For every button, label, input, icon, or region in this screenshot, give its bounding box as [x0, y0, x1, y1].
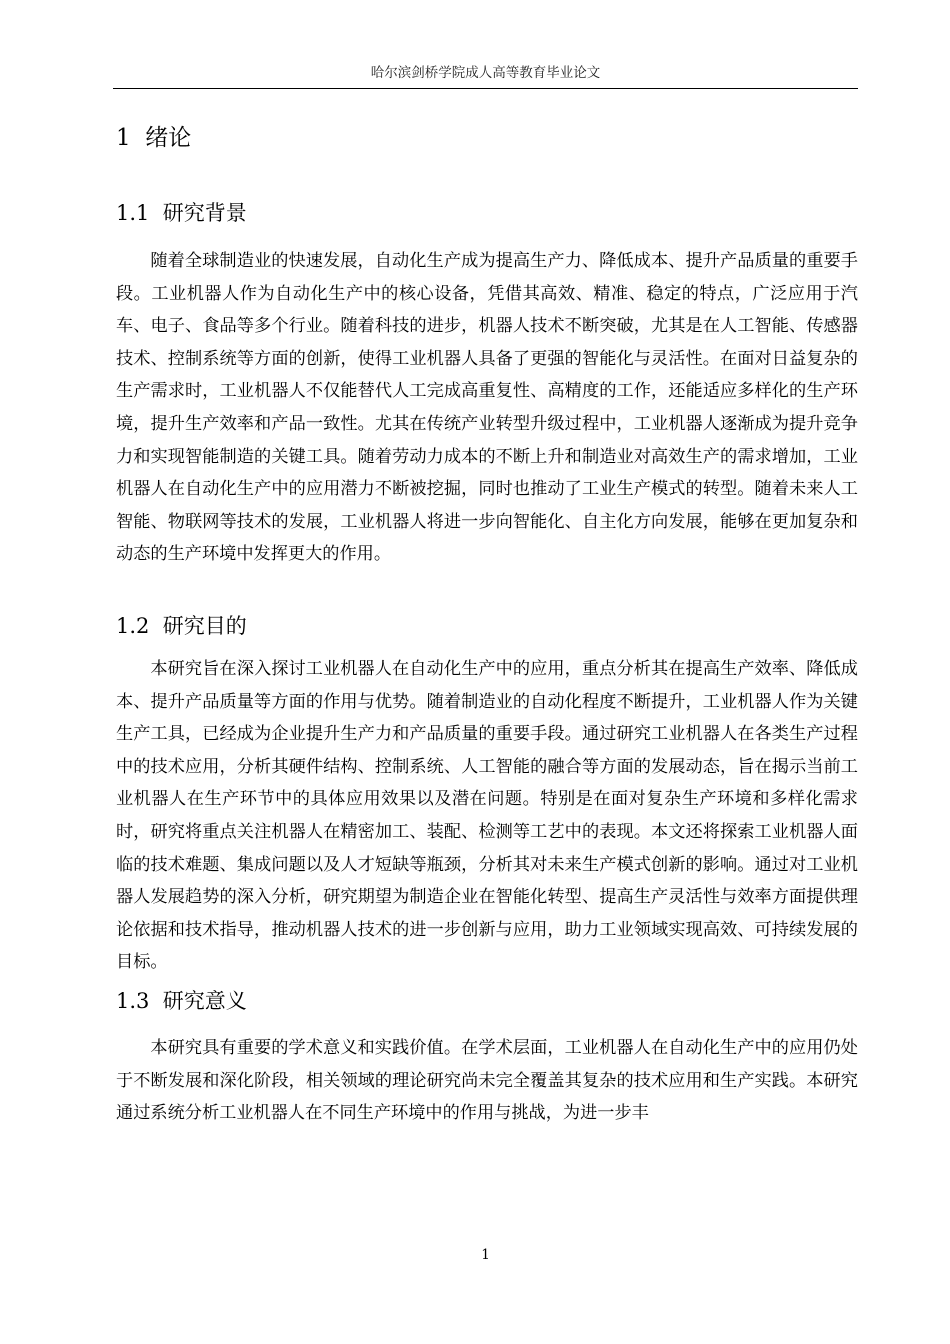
- section-paragraph-significance: 本研究具有重要的学术意义和实践价值。在学术层面，工业机器人在自动化生产中的应用仍处于不断发展和深化阶段，相关领域的理论研究尚未完全覆盖其复杂的技术应用和生产实践。本研究通过系统分析工业机器人在不同生产环境中的作用与挑战，为进一步丰: [116, 1038, 858, 1124]
- section-number: 1.1: [116, 201, 150, 225]
- section-title: 研究背景: [162, 201, 247, 225]
- header-divider: [113, 88, 858, 89]
- section-title: 研究意义: [162, 989, 247, 1013]
- chapter-heading: [116, 122, 191, 154]
- section-paragraph-background: 随着全球制造业的快速发展，自动化生产成为提高生产力、降低成本、提升产品质量的重要手段。工业机器人作为自动化生产中的核心设备，凭借其高效、精准、稳定的特点，广泛应用于汽车、电子、食品等多个行业。随着科技的进步，机器人技术不断突破，尤其是在人工智能、传感器技术、控制系统等方面的创新，使得工业机器人具备了更强的智能化与灵活性。在面对日益复杂的生产需求时，工业机器人不仅能替代人工完成高重复性、高精度的工作，还能适应多样化的生产环境，提升生产效率和产品一致性。尤其在传统产业转型升级过程中，工业机器人逐渐成为提升竞争力和实现智能制造的关键工具。随着劳动力成本的不断上升和制造业对高效生产的需求增加，工业机器人在自动化生产中的应用潜力不断被挖掘，同时也推动了工业生产模式的转型。随着未来人工智能、物联网等技术的发展，工业机器人将进一步向智能化、自主化方向发展，能够在更加复杂和动态的生产环境中发挥更大的作用。: [116, 251, 858, 565]
- page-number: 1: [481, 1247, 490, 1263]
- section-number: 1.3: [116, 989, 150, 1013]
- section-heading-background: [116, 198, 247, 228]
- chapter-number: 1: [116, 125, 131, 151]
- section-heading-purpose: [116, 611, 247, 641]
- section-heading-significance: [116, 986, 247, 1016]
- running-header: 哈尔滨剑桥学院成人高等教育毕业论文: [370, 65, 601, 81]
- chapter-title: 绪论: [145, 125, 192, 151]
- section-number: 1.2: [116, 614, 150, 638]
- section-title: 研究目的: [162, 614, 247, 638]
- section-paragraph-purpose: 本研究旨在深入探讨工业机器人在自动化生产中的应用，重点分析其在提高生产效率、降低成本、提升产品质量等方面的作用与优势。随着制造业的自动化程度不断提升，工业机器人作为关键生产工具，已经成为企业提升生产力和产品质量的重要手段。通过研究工业机器人在各类生产过程中的技术应用，分析其硬件结构、控制系统、人工智能的融合等方面的发展动态，旨在揭示当前工业机器人在生产环节中的具体应用效果以及潜在问题。特别是在面对复杂生产环境和多样化需求时，研究将重点关注机器人在精密加工、装配、检测等工艺中的表现。本文还将探索工业机器人面临的技术难题、集成问题以及人才短缺等瓶颈，分析其对未来生产模式创新的影响。通过对工业机器人发展趋势的深入分析，研究期望为制造企业在智能化转型、提高生产灵活性与效率方面提供理论依据和技术指导，推动机器人技术的进一步创新与应用，助力工业领域实现高效、可持续发展的目标。: [116, 659, 858, 973]
